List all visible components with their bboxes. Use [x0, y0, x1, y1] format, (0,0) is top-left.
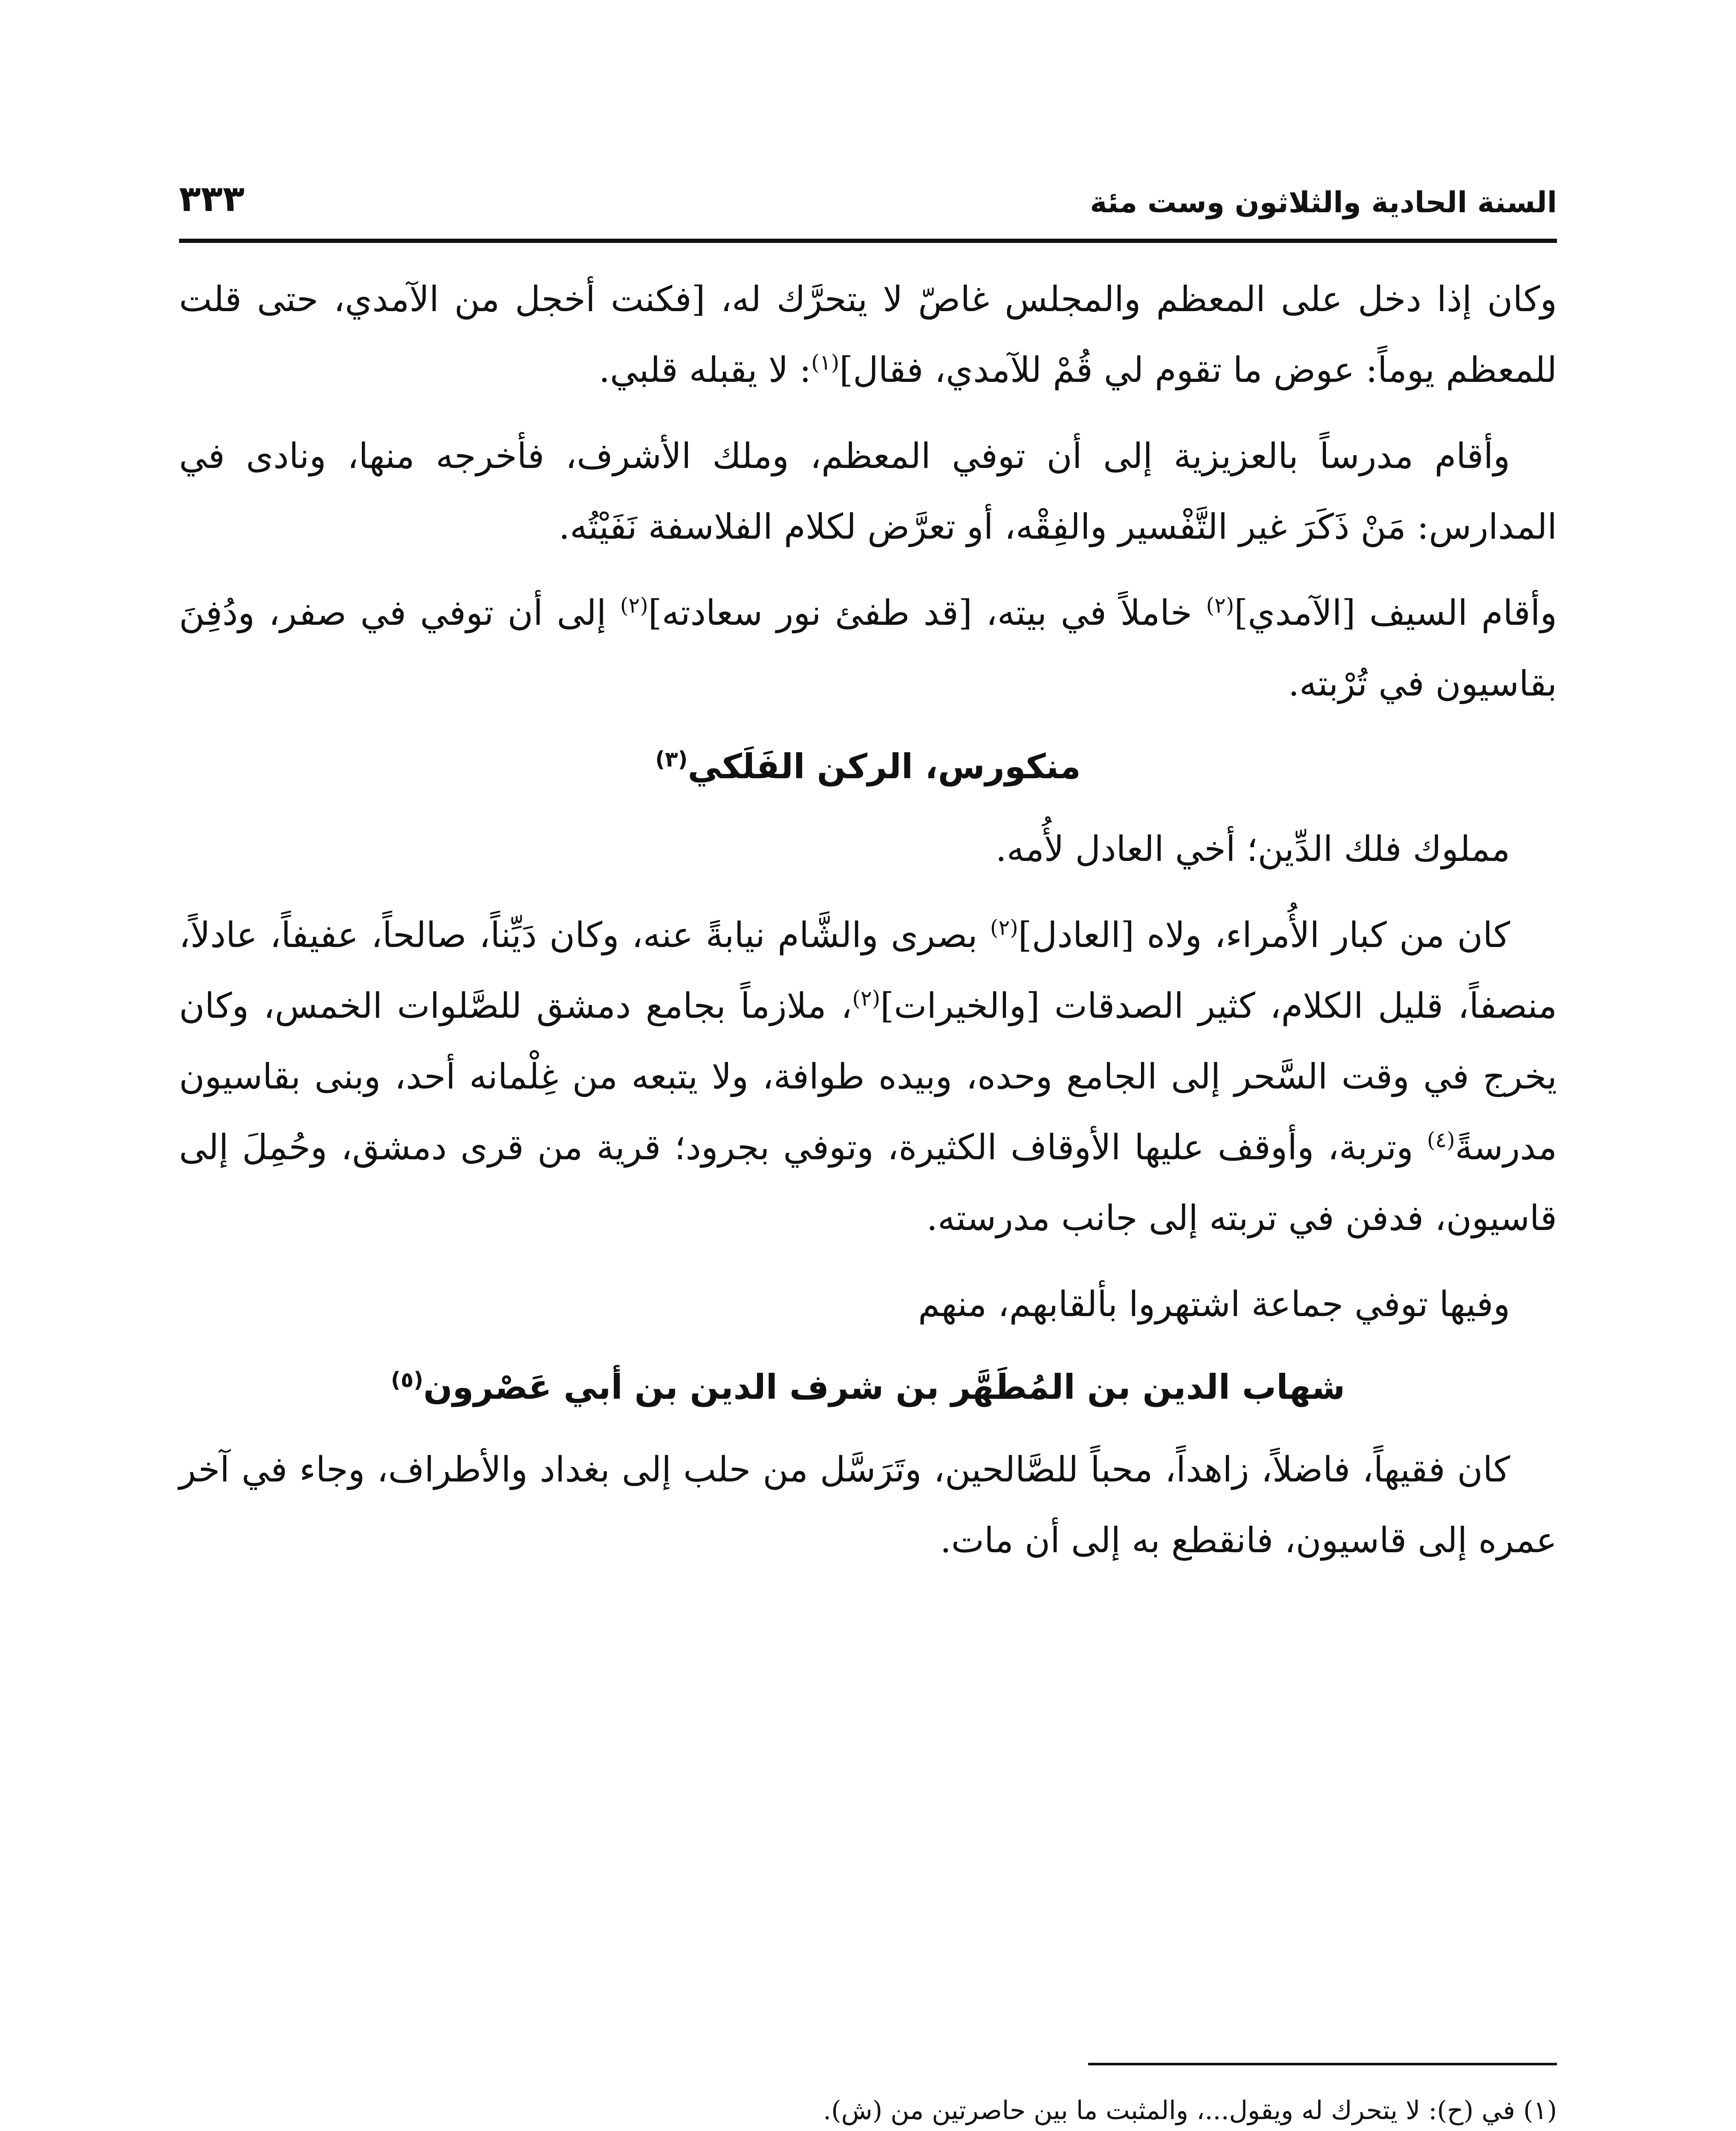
section-heading-2: شهاب الدين بن المُطَهَّر بن شرف الدين بن أبي عَصْرون$^{(٥)}$	[391, 1367, 1345, 1407]
footnote-ref: (٤)	[1427, 1127, 1455, 1152]
footnotes	[179, 2084, 1557, 2131]
page-header	[179, 173, 1557, 219]
running-title: السنة الحادية والثلاثون وست مئة	[1090, 186, 1557, 219]
paragraph-1: وكان إذا دخل على المعظم والمجلس غاصّ لا يتحرَّك له، [فكنت أخجل من الآمدي، حتى قلت للمعظم يوماً: عوض ما تقوم لي قُمْ للآمدي، فقال]$^{(١)}$: لا يقبله قلبي.	[179, 279, 1557, 390]
paragraph-3: وأقام السيف [الآمدي]$^{(٢)}$ خاملاً في بيته، [قد طفئ نور سعادته]$^{(٢)}$ إلى أن توفي في صفر، ودُفِنَ بقاسيون في تُرْبته.	[179, 593, 1557, 704]
page-number: ٣٣٣	[179, 178, 245, 219]
footnote-rule	[1088, 2063, 1557, 2065]
paragraph-2: وأقام مدرساً بالعزيزية إلى أن توفي المعظم، وملك الأشرف، فأخرجه منها، ونادى في المدارس: مَنْ ذَكَرَ غير التَّفْسير والفِقْه، أو تعرَّض لكلام الفلاسفة نَفَيْتُه.	[179, 436, 1557, 547]
footnote-ref: (٢)	[852, 986, 881, 1011]
footnote-ref: (٢)	[990, 915, 1018, 940]
main-text	[179, 264, 1557, 1591]
paragraph-5: كان من كبار الأُمراء، ولاه [العادل]$^{(٢)}$ بصرى والشَّام نيابةً عنه، وكان دَيِّناً، صالحاً، عفيفاً، عادلاً، منصفاً، قليل الكلام، كثير الصدقات [والخيرات]$^{(٢)}$، ملازماً بجامع دمشق للصَّلوات الخمس، وكان يخرج في وقت السَّحر إلى الجامع وحده، وبيده طوافة، ولا يتبعه من غِلْمانه أحد، وبنى بقاسيون مدرسةً$^{(٤)}$ وتربة، وأوقف عليها الأوقاف الكثيرة، وتوفي بجرود؛ قرية من قرى دمشق، وحُمِلَ إلى قاسيون، فدفن في تربته إلى جانب مدرسته.	[179, 915, 1557, 1239]
footnote-ref: (١)	[811, 350, 840, 375]
footnote-ref: (٢)	[1206, 593, 1234, 618]
paragraph-4: مملوك فلك الدِّين؛ أخي العادل لأُمه.	[995, 829, 1510, 869]
paragraph-6: وفيها توفي جماعة اشتهروا بألقابهم، منهم	[918, 1284, 1510, 1325]
paragraph-7: كان فقيهاً، فاضلاً، زاهداً، محباً للصَّالحين، وتَرَسَّل من حلب إلى بغداد والأطراف، وجاء في آخر عمره إلى قاسيون، فانقطع به إلى أن مات.	[179, 1450, 1557, 1561]
footnote-ref: (٥)	[391, 1367, 424, 1392]
footnote-1: (١) في (ح): لا يتحرك له ويقول...، والمثبت ما بين حاصرتين من (ش).	[823, 2096, 1557, 2125]
footnote-ref: (٣)	[655, 747, 688, 772]
header-rule	[179, 239, 1557, 243]
section-heading-1: منكورس، الركن الفَلَكي$^{(٣)}$	[655, 747, 1081, 786]
footnote-ref: (٢)	[620, 593, 648, 618]
